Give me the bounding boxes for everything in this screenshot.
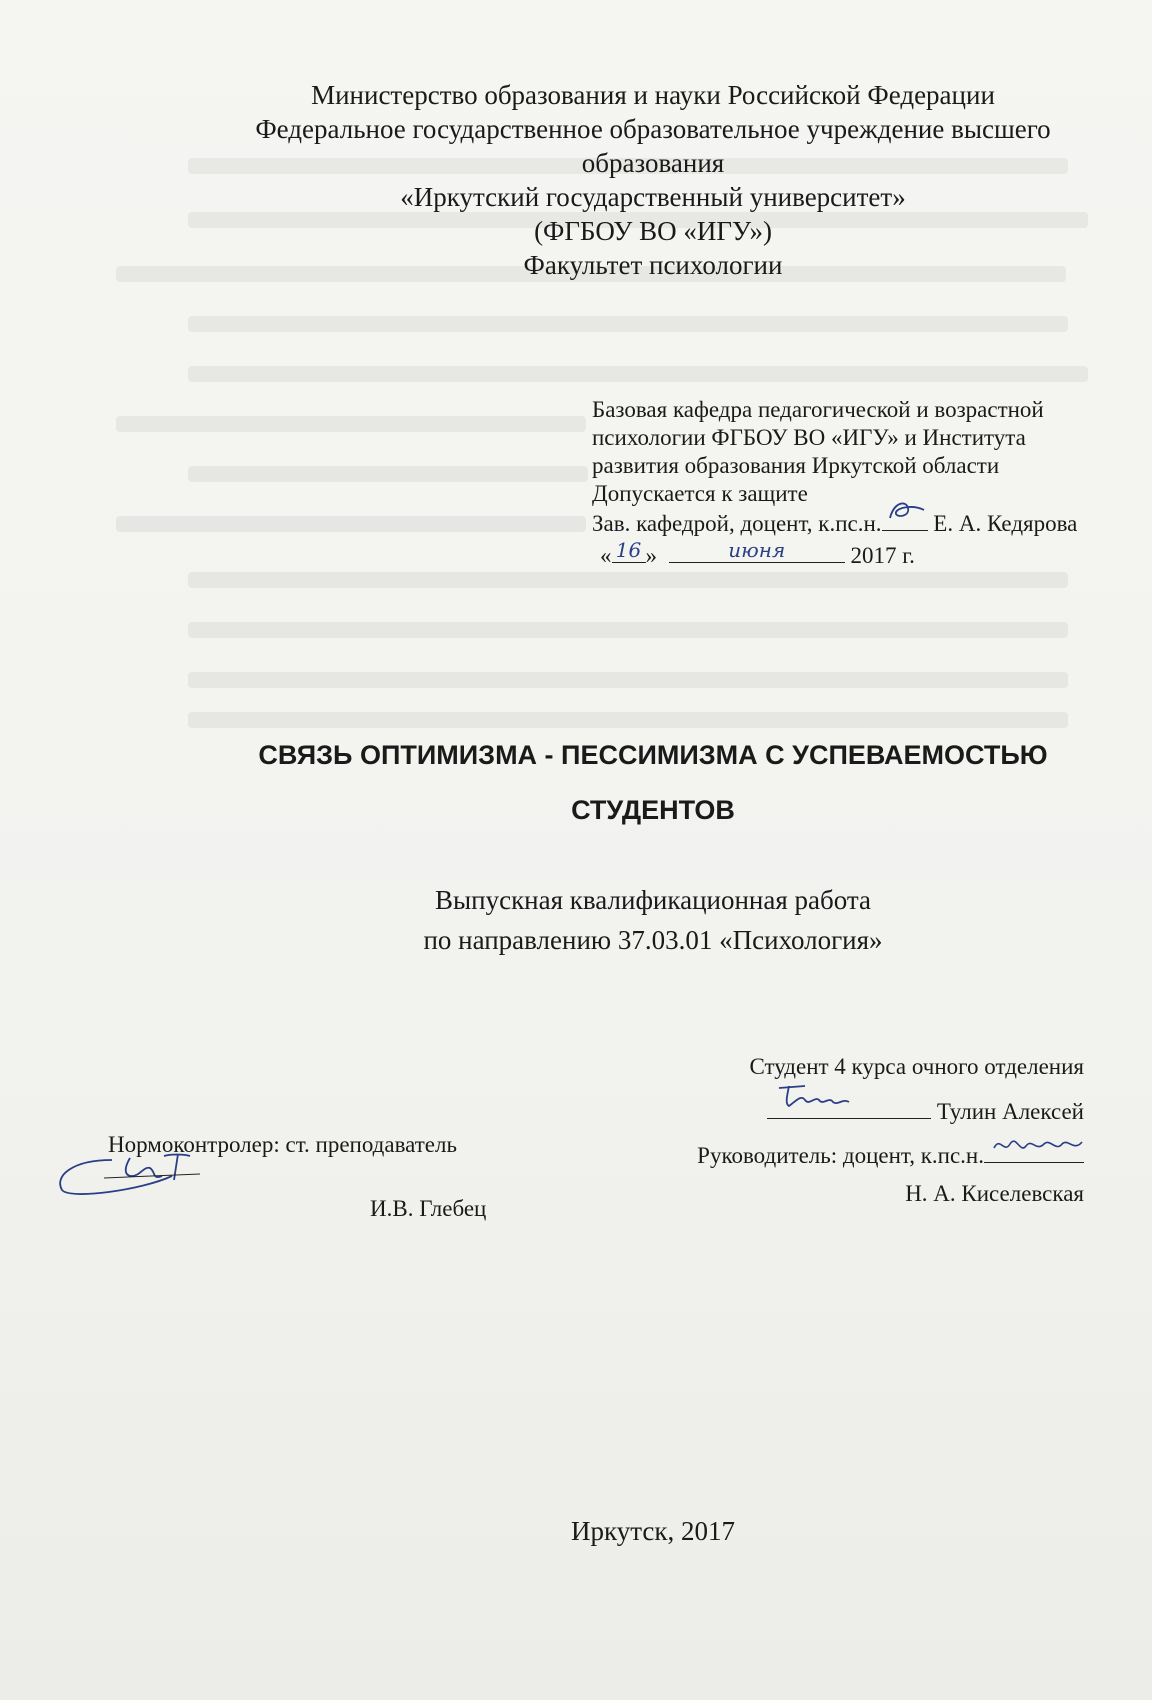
normcontroller-label: Нормоконтролер: ст. преподаватель <box>108 1132 457 1157</box>
department-line2: психологии ФГБОУ ВО «ИГУ» и Института <box>592 425 1026 450</box>
supervisor-row <box>697 1140 1084 1171</box>
work-direction: по направлению 37.03.01 «Психология» <box>423 925 883 955</box>
department-head-label: Зав. кафедрой, доцент, к.пс.н. <box>592 511 882 536</box>
work-type: Выпускная квалификационная работа <box>434 885 872 915</box>
normcontroller-signature-row <box>108 1160 486 1194</box>
normcontroller-info <box>108 1130 486 1224</box>
title-line1: СВЯЗЬ ОПТИМИЗМА - ПЕССИМИЗМА С УСПЕВАЕМОСТЬЮ <box>258 740 1048 770</box>
approval-date-row <box>592 538 1132 570</box>
faculty-name: Факультет психологии <box>523 250 783 280</box>
student-name: Тулин Алексей <box>936 1099 1084 1124</box>
supervisor-signature-line <box>984 1140 1084 1163</box>
department-head-signature-line <box>882 508 928 531</box>
student-signature-row <box>749 1094 1084 1127</box>
student-signature <box>775 1080 865 1114</box>
date-month-value: июня <box>728 538 786 562</box>
department-line1: Базовая кафедра педагогической и возрастной <box>592 397 1044 422</box>
department-line3: развития образования Иркутской области <box>592 453 1000 478</box>
date-close-quote: » <box>645 543 657 568</box>
date-open-quote: « <box>600 543 612 568</box>
work-description <box>200 880 1106 960</box>
department-head-row <box>592 508 1132 538</box>
ministry-name: Министерство образования и науки Российской Федерации <box>311 80 995 110</box>
normcontroller-name: И.В. Глебец <box>370 1196 487 1221</box>
student-course: Студент 4 курса очного отделения <box>749 1054 1084 1079</box>
date-year: 2017 г. <box>850 543 915 568</box>
date-day-value: 16 <box>615 538 642 562</box>
date-day-field <box>612 538 646 563</box>
title-line2: СТУДЕНТОВ <box>571 795 735 825</box>
supervisor-label: Руководитель: доцент, к.пс.н. <box>697 1143 984 1168</box>
university-name: «Иркутский государственный университет» <box>400 182 906 212</box>
date-month-field <box>669 538 845 563</box>
supervisor-info <box>697 1140 1084 1209</box>
city-year: Иркутск, 2017 <box>571 1516 735 1546</box>
institution-name-line2: образования <box>581 148 725 178</box>
student-info <box>749 1052 1084 1127</box>
department-approval <box>592 396 1132 570</box>
admission-label: Допускается к защите <box>592 481 808 506</box>
thesis-title <box>200 728 1106 838</box>
institution-name-line1: Федеральное государственное образовательное учреждение высшего <box>255 114 1051 144</box>
department-head-name: Е. А. Кедярова <box>933 511 1078 536</box>
student-signature-line <box>767 1094 931 1119</box>
supervisor-signature <box>990 1130 1086 1160</box>
supervisor-name: Н. А. Киселевская <box>905 1181 1084 1206</box>
institution-header <box>200 78 1106 282</box>
university-abbreviation: (ФГБОУ ВО «ИГУ») <box>534 216 772 246</box>
